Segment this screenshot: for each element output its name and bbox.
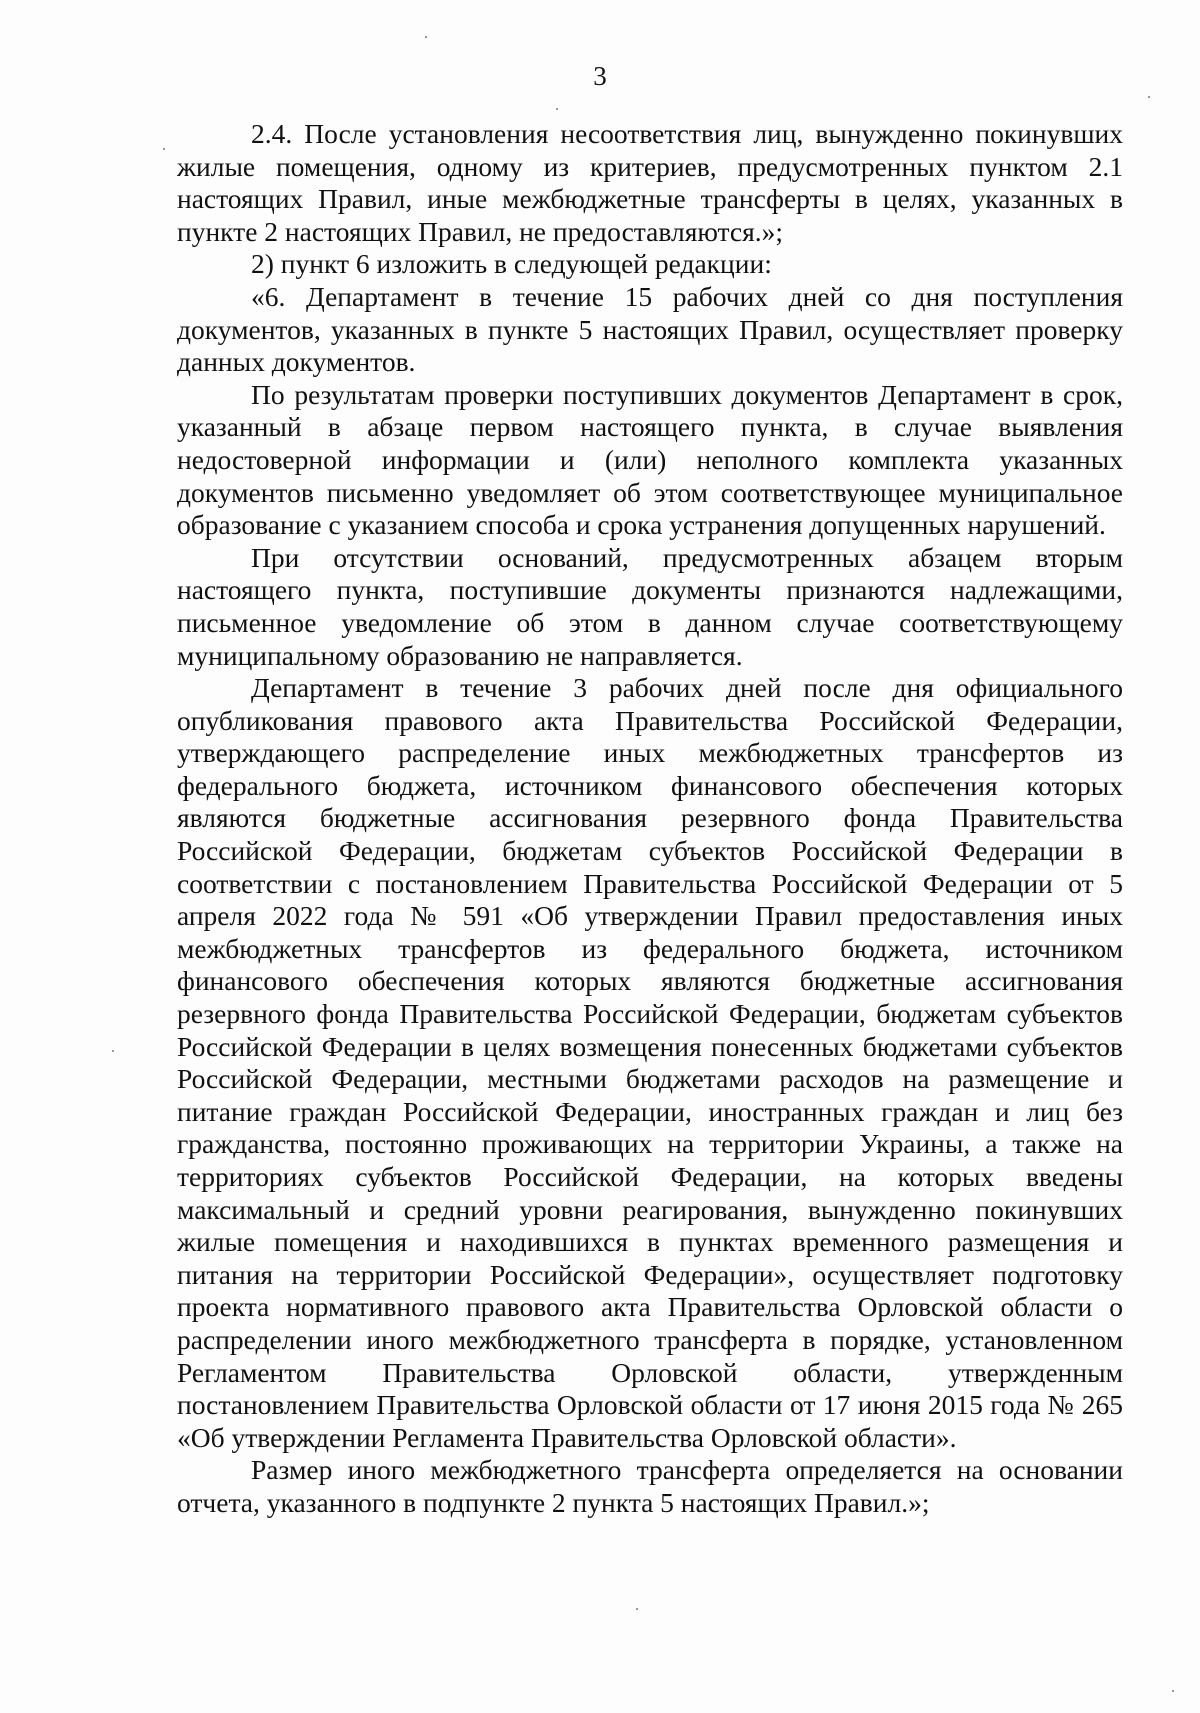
scan-speck: [425, 36, 427, 38]
scan-speck: [163, 148, 165, 150]
scan-speck: [556, 108, 558, 110]
paragraph-amendment-intro: 2) пункт 6 изложить в следующей редакции:: [251, 248, 772, 280]
paragraph-no-grounds: При отсутствии оснований, предусмотренных абзацем вторым настоящего пункта, поступившие документы признаются надлежащими, письменное уведомление об этом в данном случае соответствующему муниципальному образованию не направляется.: [177, 541, 1123, 671]
scan-speck: [112, 1050, 114, 1052]
paragraph-point-6: «6. Департамент в течение 15 рабочих дней со дня поступления документов, указанных в пункте 5 настоящих Правил, осуществляет проверку данных документов.: [177, 280, 1123, 378]
scan-speck: [1172, 1690, 1174, 1692]
paragraph-department-duties: Департамент в течение 3 рабочих дней после дня официального опубликования правового акта Правительства Российской Федерации, утверждающего распределение иных межбюджетных трансфертов из федерального бюджета, источником финансового обеспечения которых являются бюджетные ассигнования резервного фонда Правительства Российской Федерации, бюджетам субъектов Российской Федерации в соответствии с постановлением Правительства Российской Федерации от 5 апреля 2022 года № 591 «Об утверждении Правил предоставления иных межбюджетных трансфертов из федерального бюджета, источником финансового обеспечения которых являются бюджетные ассигнования резервного фонда Правительства Российской Федерации, бюджетам субъектов Российской Федерации в целях возмещения понесенных бюджетами субъектов Российской Федерации, местными бюджетами расходов на размещение и питание граждан Российской Федерации, иностранных граждан и лиц без гражданства, постоянно проживающих на территории Украины, а также на территориях субъектов Российской Федерации, на которых введены максимальный и средний уровни реагирования, вынужденно покинувших жилые помещения и находившихся в пунктах временного размещения и питания на территории Российской Федерации», осуществляет подготовку проекта нормативного правового акта Правительства Орловской области о распределении иного межбюджетного трансферта в порядке, установленном Регламентом Правительства Орловской области, утвержденным постановлением Правительства Орловской области от 17 июня 2015 года № 265 «Об утверждении Регламента Правительства Орловской области».: [177, 672, 1123, 1453]
scan-speck: [636, 1608, 638, 1610]
document-body: [177, 118, 1123, 1520]
paragraph-check-results: По результатам проверки поступивших документов Департамент в срок, указанный в абзаце первом настоящего пункта, в случае выявления недостоверной информации и (или) неполного комплекта указанных документов письменно уведомляет об этом соответствующее муниципальное образование с указанием способа и срока устранения допущенных нарушений.: [177, 378, 1123, 541]
paragraph-2-4: 2.4. После установления несоответствия лиц, вынужденно покинувших жилые помещения, одному из критериев, предусмотренных пунктом 2.1 настоящих Правил, иные межбюджетные трансферты в целях, указанных в пункте 2 настоящих Правил, не предоставляются.»;: [177, 118, 1123, 247]
paragraph-transfer-size: Размер иного межбюджетного трансферта определяется на основании отчета, указанного в подпункте 2 пункта 5 настоящих Правил.»;: [177, 1454, 1123, 1518]
scan-speck: [1148, 96, 1150, 98]
page-number: 3: [593, 61, 607, 91]
